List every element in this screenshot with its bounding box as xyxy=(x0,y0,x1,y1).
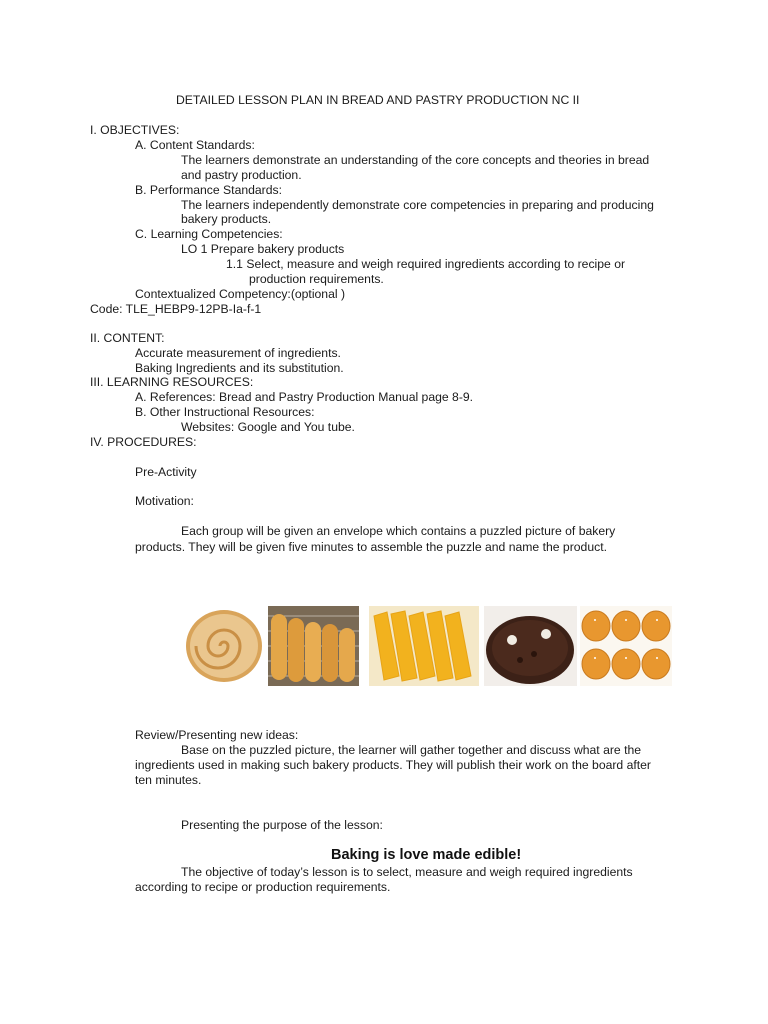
pre-activity-label: Pre-Activity xyxy=(135,465,197,479)
content-heading: II. CONTENT: xyxy=(90,331,165,345)
procedures-heading: IV. PROCEDURES: xyxy=(90,435,197,449)
dinner-rolls-image xyxy=(580,606,672,686)
content-item: Baking Ingredients and its substitution. xyxy=(135,361,344,375)
competency-code: Code: TLE_HEBP9-12PB-Ia-f-1 xyxy=(90,302,262,316)
bread-sticks-image xyxy=(268,606,359,686)
objectives-heading: I. OBJECTIVES: xyxy=(90,123,180,137)
content-standards-text: The learners demonstrate an understanding of the core concepts and theories in bread xyxy=(181,153,650,167)
resources-heading: III. LEARNING RESOURCES: xyxy=(90,375,254,389)
content-standards-text: and pastry production. xyxy=(181,168,302,182)
ensaymada-image xyxy=(184,606,264,686)
content-standards-label: A. Content Standards: xyxy=(135,138,255,152)
review-text: ten minutes. xyxy=(135,773,202,787)
cheese-sticks-image xyxy=(369,606,479,686)
purpose-heading: Presenting the purpose of the lesson: xyxy=(181,818,383,832)
review-heading: Review/Presenting new ideas: xyxy=(135,728,299,742)
review-text: Base on the puzzled picture, the learner will gather together and discuss what are the xyxy=(181,743,642,757)
performance-standards-label: B. Performance Standards: xyxy=(135,183,282,197)
contextualized-competency: Contextualized Competency:(optional ) xyxy=(135,287,346,301)
motivation-label: Motivation: xyxy=(135,494,194,508)
page-title: DETAILED LESSON PLAN IN BREAD AND PASTRY PRODUCTION NC II xyxy=(176,93,580,107)
performance-standards-text: bakery products. xyxy=(181,212,272,226)
chocolate-cookie-image xyxy=(484,606,577,686)
objective-text: The objective of today’s lesson is to select, measure and weigh required ingredients xyxy=(181,865,633,879)
content-item: Accurate measurement of ingredients. xyxy=(135,346,341,360)
review-text: ingredients used in making such bakery products. They will publish their work on the board after xyxy=(135,758,651,772)
websites-text: Websites: Google and You tube. xyxy=(181,420,355,434)
lo1-1-text: 1.1 Select, measure and weigh required ingredients according to recipe or xyxy=(226,257,626,271)
motto-heading: Baking is love made edible! xyxy=(331,847,522,863)
lo1-text: LO 1 Prepare bakery products xyxy=(181,242,345,256)
motivation-text: products. They will be given five minutes to assemble the puzzle and name the product. xyxy=(135,540,607,554)
learning-competencies-label: C. Learning Competencies: xyxy=(135,227,283,241)
references-text: A. References: Bread and Pastry Production Manual page 8-9. xyxy=(135,390,474,404)
objective-text: according to recipe or production requirements. xyxy=(135,880,391,894)
lo1-1-text: production requirements. xyxy=(249,272,384,286)
motivation-text: Each group will be given an envelope which contains a puzzled picture of bakery xyxy=(181,524,616,538)
other-resources-label: B. Other Instructional Resources: xyxy=(135,405,315,419)
performance-standards-text: The learners independently demonstrate core competencies in preparing and producing xyxy=(181,198,654,212)
